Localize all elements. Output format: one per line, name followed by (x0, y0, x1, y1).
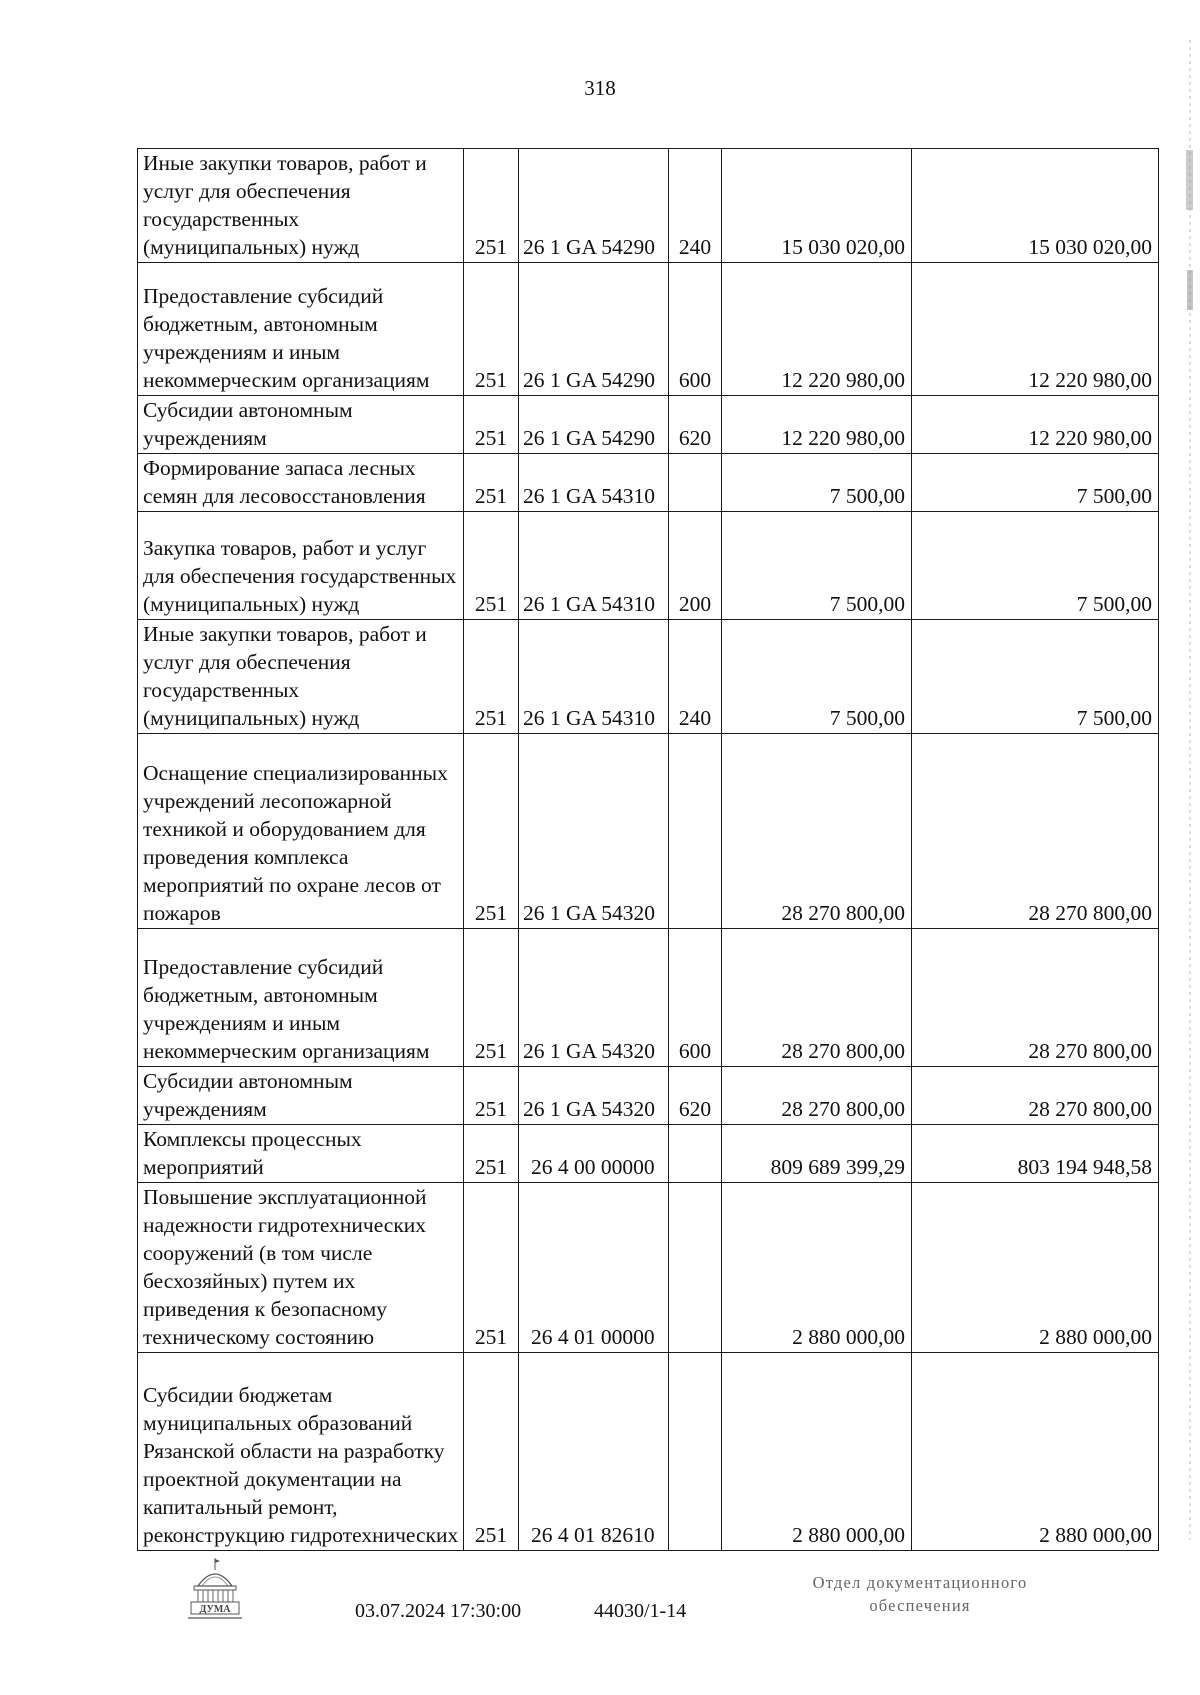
row-csr: 26 1 GA 54320 (519, 1067, 669, 1125)
row-sum-2: 12 220 980,00 (912, 396, 1159, 454)
table-row (138, 929, 1159, 1067)
row-ved: 251 (464, 454, 519, 512)
page-number-text: 318 (584, 76, 616, 100)
table-row (138, 620, 1159, 734)
row-sum-1: 28 270 800,00 (722, 734, 912, 929)
row-vr: 600 (669, 929, 722, 1067)
duma-emblem-icon (186, 1556, 244, 1622)
department-line-2: обеспечения (869, 1596, 971, 1615)
row-csr: 26 4 01 00000 (519, 1183, 669, 1353)
row-name: Комплексы процессных мероприятий (138, 1125, 464, 1183)
row-sum-1: 7 500,00 (722, 620, 912, 734)
row-name: Закупка товаров, работ и услуг для обеспечения государственных (муниципальных) нужд (138, 512, 464, 620)
table-row (138, 512, 1159, 620)
row-sum-1: 15 030 020,00 (722, 149, 912, 263)
row-ved: 251 (464, 734, 519, 929)
table-row (138, 734, 1159, 929)
row-sum-1: 28 270 800,00 (722, 1067, 912, 1125)
row-vr (669, 1353, 722, 1551)
row-sum-1: 12 220 980,00 (722, 396, 912, 454)
row-csr: 26 4 00 00000 (519, 1125, 669, 1183)
row-name: Предоставление субсидий бюджетным, автономным учреждениям и иным некоммерческим организациям (138, 929, 464, 1067)
row-vr: 240 (669, 149, 722, 263)
row-csr: 26 1 GA 54310 (519, 620, 669, 734)
row-vr: 200 (669, 512, 722, 620)
row-name: Формирование запаса лесных семян для лесовосстановления (138, 454, 464, 512)
footer-department (770, 1571, 1070, 1617)
row-ved: 251 (464, 929, 519, 1067)
row-vr: 600 (669, 263, 722, 396)
row-csr: 26 1 GA 54310 (519, 454, 669, 512)
table-row (138, 149, 1159, 263)
row-ved: 251 (464, 263, 519, 396)
row-sum-2: 7 500,00 (912, 620, 1159, 734)
table-row (138, 1067, 1159, 1125)
row-sum-2: 803 194 948,58 (912, 1125, 1159, 1183)
row-ved: 251 (464, 1183, 519, 1353)
row-ved: 251 (464, 1125, 519, 1183)
row-sum-1: 2 880 000,00 (722, 1183, 912, 1353)
row-ved: 251 (464, 512, 519, 620)
row-sum-2: 12 220 980,00 (912, 263, 1159, 396)
table-row (138, 1125, 1159, 1183)
row-csr: 26 1 GA 54290 (519, 263, 669, 396)
row-csr: 26 1 GA 54290 (519, 396, 669, 454)
row-ved: 251 (464, 149, 519, 263)
table-row (138, 1353, 1159, 1551)
department-line-1: Отдел документационного (812, 1573, 1028, 1592)
footer-registration-number: 44030/1-14 (594, 1600, 687, 1622)
scan-edge-marks (1184, 40, 1194, 1540)
row-ved: 251 (464, 1353, 519, 1551)
row-sum-2: 7 500,00 (912, 454, 1159, 512)
row-sum-2: 28 270 800,00 (912, 1067, 1159, 1125)
row-csr: 26 4 01 82610 (519, 1353, 669, 1551)
row-sum-1: 7 500,00 (722, 512, 912, 620)
row-ved: 251 (464, 620, 519, 734)
row-vr (669, 454, 722, 512)
row-name: Субсидии бюджетам муниципальных образований Рязанской области на разработку проектной документации на капитальный ремонт, реконструкцию гидротехнических (138, 1353, 464, 1551)
page-number (0, 76, 1200, 101)
row-ved: 251 (464, 1067, 519, 1125)
row-name: Субсидии автономным учреждениям (138, 1067, 464, 1125)
row-name: Повышение эксплуатационной надежности гидротехнических сооружений (в том числе бесхозяйных) путем их приведения к безопасному техническому состоянию (138, 1183, 464, 1353)
budget-table (137, 148, 1159, 1551)
row-vr (669, 1125, 722, 1183)
row-name: Иные закупки товаров, работ и услуг для обеспечения государственных (муниципальных) нужд (138, 620, 464, 734)
footer-datetime: 03.07.2024 17:30:00 (355, 1600, 522, 1622)
table-row (138, 1183, 1159, 1353)
row-csr: 26 1 GA 54310 (519, 512, 669, 620)
row-sum-2: 28 270 800,00 (912, 929, 1159, 1067)
stamp-text: ДУМА (199, 1604, 231, 1615)
row-sum-2: 2 880 000,00 (912, 1183, 1159, 1353)
row-sum-1: 809 689 399,29 (722, 1125, 912, 1183)
row-vr (669, 1183, 722, 1353)
table-row (138, 454, 1159, 512)
row-sum-2: 2 880 000,00 (912, 1353, 1159, 1551)
row-ved: 251 (464, 396, 519, 454)
row-name: Иные закупки товаров, работ и услуг для обеспечения государственных (муниципальных) нужд (138, 149, 464, 263)
row-sum-2: 7 500,00 (912, 512, 1159, 620)
row-vr: 240 (669, 620, 722, 734)
row-vr: 620 (669, 1067, 722, 1125)
row-csr: 26 1 GA 54290 (519, 149, 669, 263)
row-csr: 26 1 GA 54320 (519, 929, 669, 1067)
table-row (138, 396, 1159, 454)
row-name: Субсидии автономным учреждениям (138, 396, 464, 454)
row-sum-2: 15 030 020,00 (912, 149, 1159, 263)
row-name: Оснащение специализированных учреждений лесопожарной техникой и оборудованием для проведения комплекса мероприятий по охране лесов от пожаров (138, 734, 464, 929)
row-vr: 620 (669, 396, 722, 454)
row-sum-2: 28 270 800,00 (912, 734, 1159, 929)
table-row (138, 263, 1159, 396)
row-csr: 26 1 GA 54320 (519, 734, 669, 929)
row-sum-1: 12 220 980,00 (722, 263, 912, 396)
row-sum-1: 7 500,00 (722, 454, 912, 512)
row-name: Предоставление субсидий бюджетным, автономным учреждениям и иным некоммерческим организациям (138, 263, 464, 396)
row-sum-1: 2 880 000,00 (722, 1353, 912, 1551)
row-sum-1: 28 270 800,00 (722, 929, 912, 1067)
row-vr (669, 734, 722, 929)
